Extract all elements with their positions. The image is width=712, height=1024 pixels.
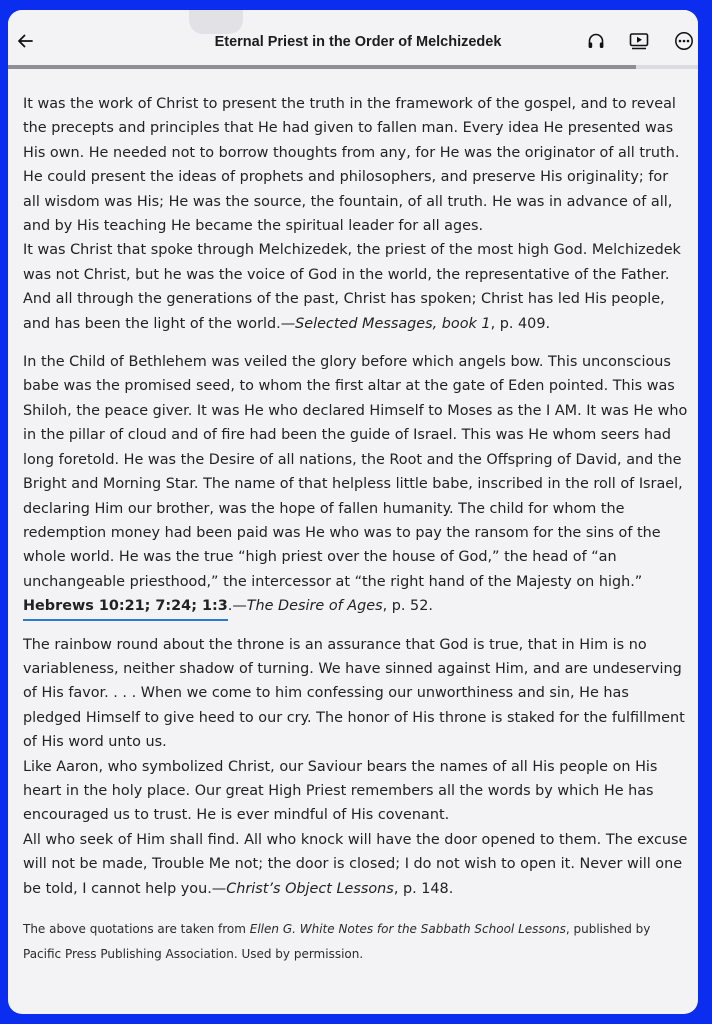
source-page: , p. 409.: [490, 315, 551, 332]
video-button[interactable]: [628, 32, 650, 54]
note-suffix: , published by Pacific Press Publishing Association. Used by permission.: [23, 922, 651, 961]
drag-handle[interactable]: [189, 10, 243, 34]
reader-screen: [8, 10, 698, 1014]
source-title: Selected Messages, book 1: [295, 315, 491, 332]
note-prefix: The above quotations are taken from: [23, 922, 250, 936]
source-title: The Desire of Ages: [246, 598, 383, 615]
more-options-button[interactable]: [673, 32, 695, 54]
audio-button[interactable]: [585, 32, 607, 54]
page-title: Eternal Priest in the Order of Melchizedek: [214, 34, 502, 50]
dash: .—: [227, 598, 247, 615]
more-options-icon: [674, 31, 694, 56]
quotation-block-2: [23, 350, 688, 618]
paragraph-text: It was Christ that spoke through Melchizedek, the priest of the most high God. Melchizedek was not Christ, but he was the voice of God in the world, the representative of the Father. And all through the generations of the past, Christ has spoken; Christ has led His people, and has been the light of the world.—: [23, 242, 681, 332]
paragraph: [23, 238, 688, 336]
arrow-left-icon: [17, 33, 33, 54]
paragraph: It was the work of Christ to present the truth in the framework of the gospel, and to reveal the precepts and principles that He had given to fallen man. Every idea He presented was His own. He needed not to borrow thoughts from any, for He was the originator of all truth. He could present the ideas of prophets and philosophers, and preserve His originality; for all wisdom was His; He was the source, the fountain, of all truth. He was in advance of all, and by His teaching He became the spiritual leader for all ages.: [23, 96, 680, 235]
article-body: [23, 92, 688, 967]
paragraph: [23, 350, 688, 618]
scripture-reference-link[interactable]: Hebrews 10:21; 7:24; 1:3: [23, 598, 228, 621]
paragraph: [23, 828, 688, 901]
reading-progress-bar: [8, 65, 698, 69]
reading-progress-fill: [8, 65, 636, 69]
paragraph-text: All who seek of Him shall find. All who knock will have the door opened to them. The excuse will not be made, Trouble Me not; the door is closed; I do not wish to open it. Never will one be told, I cannot help you.—: [23, 831, 688, 897]
source-title: Christ’s Object Lessons: [226, 880, 394, 897]
headphones-icon: [587, 32, 605, 55]
source-page: , p. 52.: [382, 598, 433, 615]
source-page: , p. 148.: [393, 880, 454, 897]
play-video-icon: [629, 32, 649, 55]
copyright-note: [23, 917, 688, 967]
back-button[interactable]: [14, 32, 36, 54]
quotation-block-3: [23, 633, 688, 901]
top-bar: [8, 10, 698, 65]
note-book-title: Ellen G. White Notes for the Sabbath School Lessons: [249, 922, 566, 936]
paragraph-text: In the Child of Bethlehem was veiled the glory before which angels bow. This unconscious babe was the promised seed, to whom the first altar at the gate of Eden pointed. This was Shiloh, the peace giver. It was He who declared Himself to Moses as the I AM. It was He who in the pillar of cloud and of fire had been the guide of Israel. This was He whom seers had long foretold. He was the Desire of all nations, the Root and the Offspring of David, and the Bright and Morning Star. The name of that helpless little babe, inscribed in the roll of Israel, declaring Him our brother, was the hope of fallen humanity. The child for whom the redemption money had been paid was He who was to pay the ransom for the sins of the whole world. He was the true “high priest over the house of God,” the head of “an unchangeable priesthood,” the intercessor at “the right hand of the Majesty on high.”: [23, 354, 688, 590]
paragraph: The rainbow round about the throne is an assurance that God is true, that in Him is no variableness, neither shadow of turning. We have sinned against Him, and are undeserving of His favor. . . . When we come to him confessing our unworthiness and sin, He has pledged Himself to give heed to our cry. The honor of His throne is staked for the fulfillment of His word unto us.: [23, 636, 685, 751]
paragraph: Like Aaron, who symbolized Christ, our Saviour bears the names of all His people on His heart in the holy place. Our great High Priest remembers all the words by which He has encouraged us to trust. He is ever mindful of His covenant.: [23, 758, 658, 824]
quotation-block-1: [23, 92, 688, 336]
